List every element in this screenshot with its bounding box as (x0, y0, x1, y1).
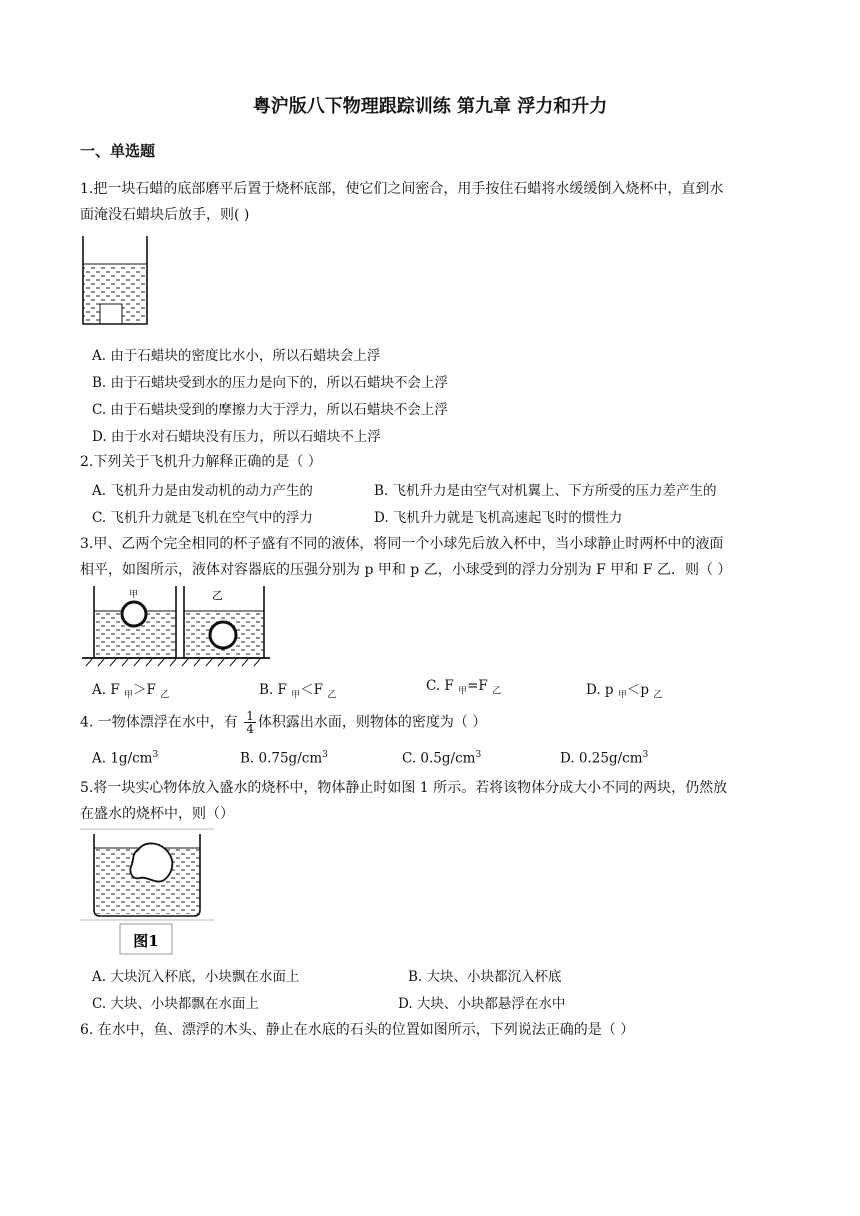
q1-option-a[interactable]: A. 由于石蜡块的密度比水小，所以石蜡块会上浮 (92, 348, 381, 364)
q4-option-d[interactable]: D. $0.25g/cm^3$ (560, 750, 649, 767)
question-5-text-line1: 5.将一块实心物体放入盛水的烧杯中，物体静止时如图 1 所示。若将该物体分成大小不同的两块，仍然放 (80, 780, 728, 796)
beaker-wax-figure (80, 234, 150, 328)
q2-option-c[interactable]: C. 飞机升力就是飞机在空气中的浮力 (92, 510, 313, 526)
q4-option-c[interactable]: C. $0.5g/cm^3$ (402, 750, 482, 767)
question-2-text: 2.下列关于飞机升力解释正确的是（ ） (80, 454, 322, 470)
q5-option-d[interactable]: D. 大块、小块都悬浮在水中 (398, 996, 566, 1012)
q1-option-c[interactable]: C. 由于石蜡块受到的摩擦力大于浮力，所以石蜡块不会上浮 (92, 402, 448, 418)
q5-option-a[interactable]: A. 大块沉入杯底，小块飘在水面上 (92, 969, 300, 985)
page-title: 粤沪版八下物理跟踪训练 第九章 浮力和升力 (252, 96, 608, 117)
question-4-text: 4. 一物体漂浮在水中，有 $\frac{1}{4}$ 体积露出水面，则物体的密度为（ ） (80, 709, 487, 736)
question-3-text-line1: 3.甲、乙两个完全相同的杯子盛有不同的液体，将同一个小球先后放入杯中，当小球静止时两杯中的液面 (80, 536, 724, 552)
q3-option-c[interactable]: C. F $_甲$=F $_乙$ (426, 678, 502, 697)
q2-option-a[interactable]: A. 飞机升力是由发动机的动力产生的 (92, 483, 313, 499)
beaker-object-figure (80, 828, 214, 958)
two-cups-figure (80, 584, 270, 668)
q3-option-d[interactable]: D. p $_甲$＜p $_乙$ (586, 682, 663, 701)
cup-label-left: 甲 (129, 590, 139, 600)
question-5-text-line2: 在盛水的烧杯中，则（） (80, 806, 234, 822)
q2-option-d[interactable]: D. 飞机升力就是飞机高速起飞时的惯性力 (374, 510, 623, 526)
q1-option-d[interactable]: D. 由于水对石蜡块没有压力，所以石蜡块不上浮 (92, 429, 381, 445)
question-1-text-line2: 面淹没石蜡块后放手，则( ) (80, 207, 250, 223)
q4-option-b[interactable]: B. $0.75g/cm^3$ (240, 750, 328, 767)
q5-option-b[interactable]: B. 大块、小块都沉入杯底 (408, 969, 562, 985)
section-heading: 一、单选题 (80, 142, 156, 160)
q1-option-b[interactable]: B. 由于石蜡块受到水的压力是向下的，所以石蜡块不会上浮 (92, 375, 449, 391)
question-3-text-line2: 相平，如图所示，液体对容器底的压强分别为 p 甲和 p 乙，小球受到的浮力分别为 F 甲和 F 乙．则（ ） (80, 562, 732, 578)
q3-option-b[interactable]: B. F $_甲$＜F $_乙$ (259, 682, 337, 701)
q4-option-a[interactable]: A. $1g/cm^3$ (92, 750, 159, 767)
question-6-text: 6. 在水中，鱼、漂浮的木头、静止在水底的石头的位置如图所示，下列说法正确的是（ ） (80, 1022, 635, 1038)
fraction: $\frac{1}{4}$ (246, 709, 254, 736)
q3-option-a[interactable]: A. F $_甲$＞F $_乙$ (92, 682, 170, 701)
figure-caption: 图1 (133, 932, 159, 950)
question-1-text-line1: 1.把一块石蜡的底部磨平后置于烧杯底部，使它们之间密合，用手按住石蜡将水缓缓倒入烧杯中，直到水 (80, 181, 724, 197)
cup-label-right: 乙 (212, 589, 223, 602)
q5-option-c[interactable]: C. 大块、小块都飘在水面上 (92, 996, 259, 1012)
q2-option-b[interactable]: B. 飞机升力是由空气对机翼上、下方所受的压力差产生的 (374, 483, 717, 499)
